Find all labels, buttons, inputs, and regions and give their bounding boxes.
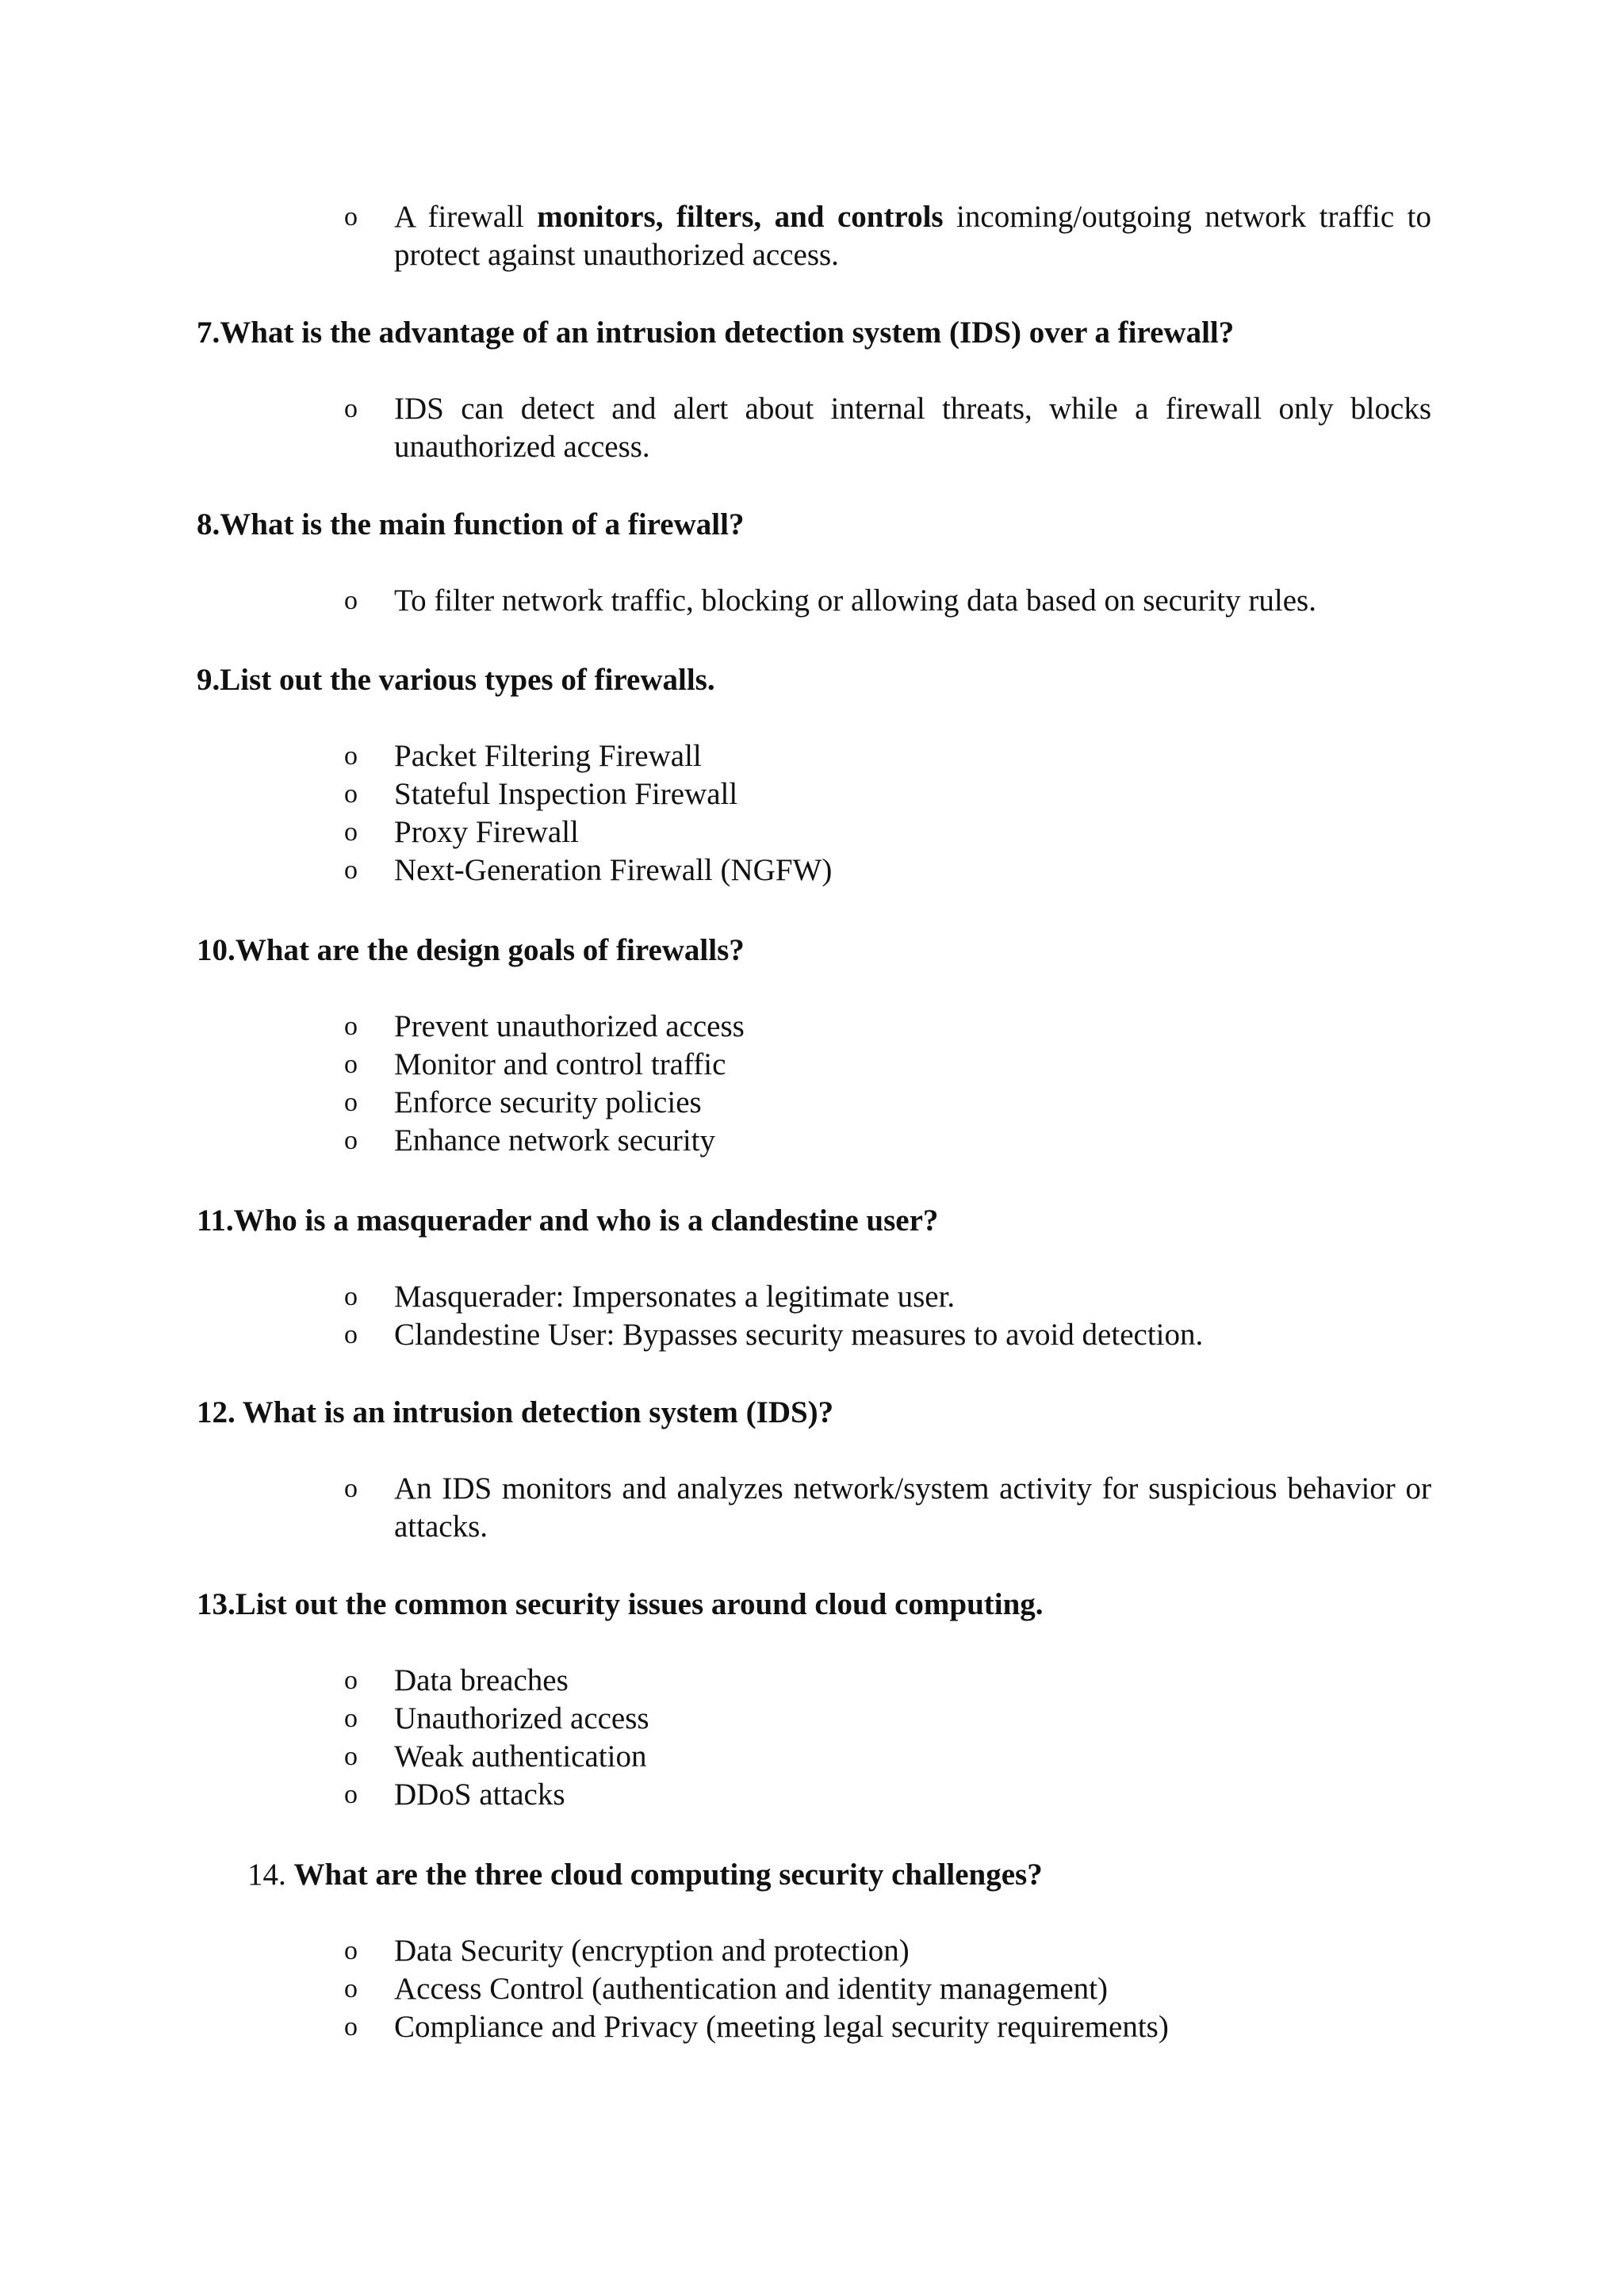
list-item: [0, 851, 1624, 890]
bullet-marker: o: [344, 817, 358, 847]
q11-answer-list: [0, 1278, 1624, 1354]
answer-text: An IDS monitors and analyzes network/system activity for suspicious behavior or attacks.: [394, 1471, 1431, 1544]
list-item: [0, 1932, 1624, 1970]
list-item: [0, 1700, 1624, 1738]
answer-text: Monitor and control traffic: [394, 1047, 726, 1081]
q10-answer-list: [0, 1008, 1624, 1160]
list-item: [0, 1008, 1624, 1046]
bullet-marker: o: [344, 1050, 358, 1079]
list-item: [0, 1046, 1624, 1084]
question-7-heading: 7.What is the advantage of an intrusion detection system (IDS) over a firewall?: [197, 316, 1235, 350]
question-8-heading: 8.What is the main function of a firewall?: [197, 507, 745, 541]
intro-answer-list: [0, 198, 1624, 274]
answer-text: Compliance and Privacy (meeting legal security requirements): [394, 2010, 1169, 2044]
bullet-marker: o: [344, 202, 358, 232]
bullet-marker: o: [344, 1974, 358, 2003]
answer-text: Prevent unauthorized access: [394, 1009, 745, 1043]
answer-text: Proxy Firewall: [394, 815, 579, 849]
list-item: [0, 1084, 1624, 1122]
answer-text: Packet Filtering Firewall: [394, 739, 702, 773]
bullet-marker: o: [344, 394, 358, 423]
list-item: [0, 390, 1624, 466]
bullet-marker: o: [344, 1474, 358, 1503]
q8-answer-list: [0, 582, 1624, 620]
list-item: [0, 198, 1624, 274]
bullet-marker: o: [344, 1704, 358, 1733]
list-item: [0, 1122, 1624, 1160]
answer-text: A firewall monitors, filters, and controls incoming/outgoing network traffic to protect against unauthorized access.: [394, 200, 1431, 272]
bullet-marker: o: [344, 1282, 358, 1311]
bullet-marker: o: [344, 1126, 358, 1155]
bullet-marker: o: [344, 1088, 358, 1117]
answer-text: Enhance network security: [394, 1123, 716, 1158]
list-item: [0, 2008, 1624, 2046]
q13-answer-list: [0, 1662, 1624, 1814]
answer-text: Clandestine User: Bypasses security measures to avoid detection.: [394, 1318, 1204, 1352]
answer-text: To filter network traffic, blocking or allowing data based on security rules.: [394, 584, 1316, 618]
question-title: What are the three cloud computing security challenges?: [293, 1858, 1043, 1892]
bullet-marker: o: [344, 1012, 358, 1041]
bullet-marker: o: [344, 1936, 358, 1965]
answer-text: Next-Generation Firewall (NGFW): [394, 853, 833, 887]
answer-text: DDoS attacks: [394, 1777, 565, 1812]
list-item: [0, 1662, 1624, 1700]
list-item: [0, 775, 1624, 813]
question-10-heading: 10.What are the design goals of firewalls?: [197, 933, 745, 967]
list-item: [0, 582, 1624, 620]
answer-text: IDS can detect and alert about internal threats, while a firewall only blocks unauthorized access.: [394, 392, 1431, 464]
answer-text: Weak authentication: [394, 1739, 647, 1774]
bullet-marker: o: [344, 1666, 358, 1695]
answer-text: Data breaches: [394, 1663, 569, 1697]
bullet-marker: o: [344, 1742, 358, 1771]
q7-answer-list: [0, 390, 1624, 466]
list-item: [0, 1738, 1624, 1776]
answer-text: Stateful Inspection Firewall: [394, 777, 738, 811]
list-item: [0, 737, 1624, 775]
list-item: [0, 1776, 1624, 1814]
bullet-marker: o: [344, 1320, 358, 1349]
question-9-heading: 9.List out the various types of firewalls.: [197, 663, 715, 697]
question-11-heading: 11.Who is a masquerader and who is a clandestine user?: [197, 1203, 939, 1238]
q9-answer-list: [0, 737, 1624, 890]
question-13-heading: 13.List out the common security issues around cloud computing.: [197, 1587, 1044, 1621]
bullet-marker: o: [344, 586, 358, 615]
list-item: [0, 1970, 1624, 2008]
bold-phrase: monitors, filters, and controls: [537, 200, 944, 234]
answer-text: Data Security (encryption and protection): [394, 1934, 910, 1968]
list-item: [0, 1470, 1624, 1546]
question-number: 14.: [247, 1858, 294, 1892]
bullet-marker: o: [344, 1780, 358, 1809]
list-item: [0, 813, 1624, 851]
answer-text: Masquerader: Impersonates a legitimate user.: [394, 1280, 956, 1314]
question-14-heading: [247, 1856, 1043, 1894]
q14-answer-list: [0, 1932, 1624, 2046]
question-12-heading: 12. What is an intrusion detection system (IDS)?: [197, 1395, 834, 1429]
bullet-marker: o: [344, 855, 358, 885]
bullet-marker: o: [344, 779, 358, 809]
list-item: [0, 1278, 1624, 1316]
bullet-marker: o: [344, 2012, 358, 2042]
answer-text: Enforce security policies: [394, 1085, 702, 1119]
bullet-marker: o: [344, 741, 358, 771]
q12-answer-list: [0, 1470, 1624, 1546]
answer-text: Unauthorized access: [394, 1701, 649, 1735]
list-item: [0, 1316, 1624, 1354]
answer-text: Access Control (authentication and identity management): [394, 1972, 1108, 2006]
